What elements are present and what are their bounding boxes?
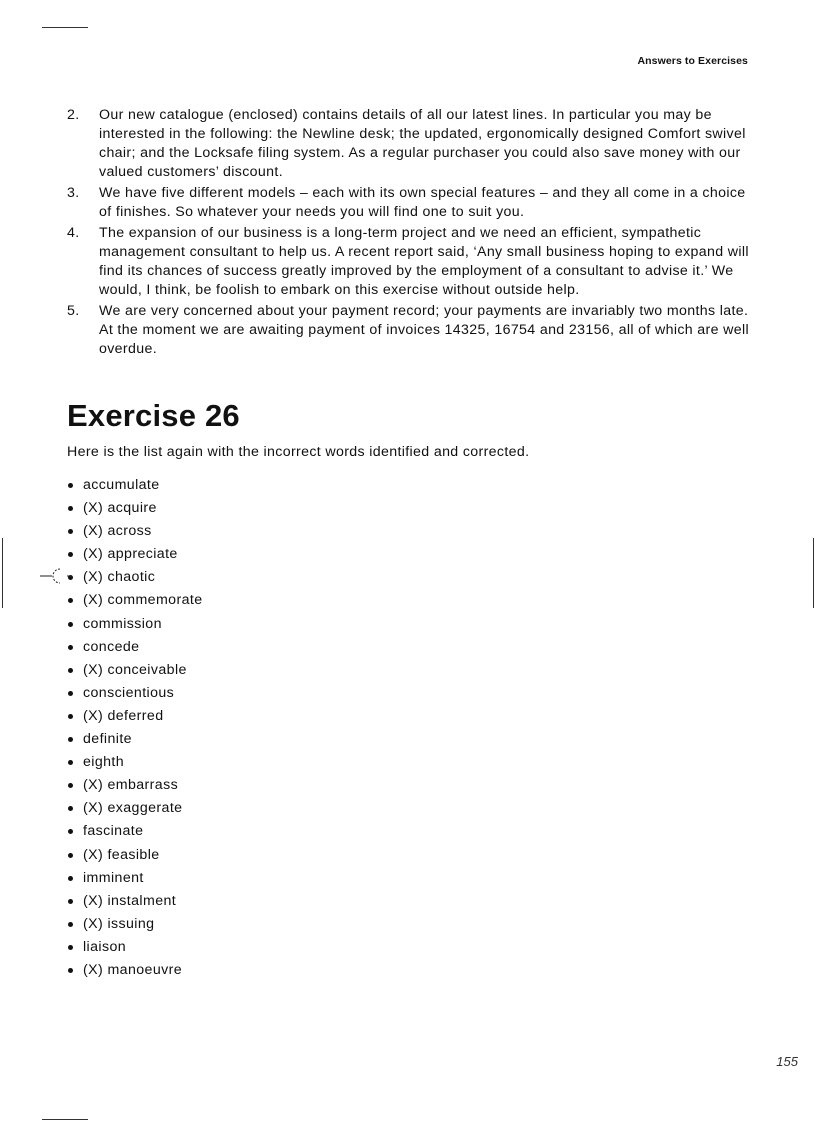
exercise-intro: Here is the list again with the incorrect words identified and corrected. xyxy=(67,444,530,460)
bullet-icon xyxy=(68,876,73,881)
bullet-icon xyxy=(68,668,73,673)
bullet-icon xyxy=(68,945,73,950)
bullet-icon xyxy=(68,783,73,788)
crop-mark-top-left xyxy=(42,27,88,28)
word-list-item: (X) across xyxy=(67,520,203,543)
word-list-item: (X) commemorate xyxy=(67,589,203,612)
word-list-item: (X) manoeuvre xyxy=(67,959,203,982)
bullet-icon xyxy=(68,529,73,534)
word-list-item: (X) issuing xyxy=(67,913,203,936)
word-list-item: commission xyxy=(67,613,203,636)
answer-number: 5. xyxy=(67,303,80,319)
word-list-item: (X) appreciate xyxy=(67,543,203,566)
word-list-item: (X) feasible xyxy=(67,844,203,867)
word-list-item: imminent xyxy=(67,867,203,890)
answer-item xyxy=(67,302,757,359)
bullet-icon xyxy=(68,899,73,904)
answer-text: The expansion of our business is a long-term project and we need an efficient, sympathetic management consultant to help us. A recent report said, ‘Any small business hoping to expand will find its chances of success greatly improved by the employment of a consultant to advise it.’ We would, I think, be foolish to embark on this exercise without outside help. xyxy=(99,225,749,298)
answer-number: 4. xyxy=(67,225,80,241)
answer-text: We are very concerned about your payment record; your payments are invariably two months late. At the moment we are awaiting payment of invoices 14325, 16754 and 23156, all of which are well overdue. xyxy=(99,303,749,357)
word-list-item: conscientious xyxy=(67,682,203,705)
answer-number: 2. xyxy=(67,107,80,123)
bullet-icon xyxy=(68,622,73,627)
word-list-item: (X) chaotic xyxy=(67,566,203,589)
bullet-icon xyxy=(68,760,73,765)
exercise-title: Exercise 26 xyxy=(67,398,240,433)
bullet-icon xyxy=(68,853,73,858)
word-list-item: concede xyxy=(67,636,203,659)
bullet-icon xyxy=(68,829,73,834)
bullet-icon xyxy=(68,691,73,696)
answer-item xyxy=(67,184,757,222)
word-list-item: accumulate xyxy=(67,474,203,497)
word-list-item: (X) acquire xyxy=(67,497,203,520)
bullet-icon xyxy=(68,714,73,719)
bullet-icon xyxy=(68,645,73,650)
answer-number: 3. xyxy=(67,185,80,201)
answer-text: We have five different models – each with its own special features – and they all come in a choice of finishes. So whatever your needs you will find one to suit you. xyxy=(99,185,746,220)
answer-item xyxy=(67,106,757,182)
bullet-icon xyxy=(68,922,73,927)
bullet-icon xyxy=(68,968,73,973)
word-list-item: (X) embarrass xyxy=(67,774,203,797)
bullet-icon xyxy=(68,806,73,811)
crop-mark-right-edge xyxy=(813,538,814,608)
bullet-icon xyxy=(68,506,73,511)
crop-mark-left-edge xyxy=(2,538,3,608)
answer-text: Our new catalogue (enclosed) contains details of all our latest lines. In particular you may be interested in the following: the Newline desk; the updated, ergonomically designed Comfort swivel chair; and the Locksafe filing system. As a regular purchaser you could also save money with our valued customers’ discount. xyxy=(99,107,746,180)
answer-item xyxy=(67,224,757,300)
word-list-item: eighth xyxy=(67,751,203,774)
word-list-item: (X) instalment xyxy=(67,890,203,913)
bullet-icon xyxy=(68,598,73,603)
word-list-item: (X) deferred xyxy=(67,705,203,728)
bullet-icon xyxy=(68,483,73,488)
word-list-item: (X) conceivable xyxy=(67,659,203,682)
word-list-item: (X) exaggerate xyxy=(67,797,203,820)
word-list-item: definite xyxy=(67,728,203,751)
bullet-icon xyxy=(68,737,73,742)
word-list xyxy=(67,474,203,982)
word-list-item: liaison xyxy=(67,936,203,959)
answers-list xyxy=(67,106,757,361)
bullet-icon xyxy=(68,552,73,557)
running-header: Answers to Exercises xyxy=(637,55,748,67)
registration-mark-icon xyxy=(40,565,80,587)
page-number: 155 xyxy=(776,1054,798,1069)
word-list-item: fascinate xyxy=(67,820,203,843)
crop-mark-bottom-left xyxy=(42,1119,88,1120)
